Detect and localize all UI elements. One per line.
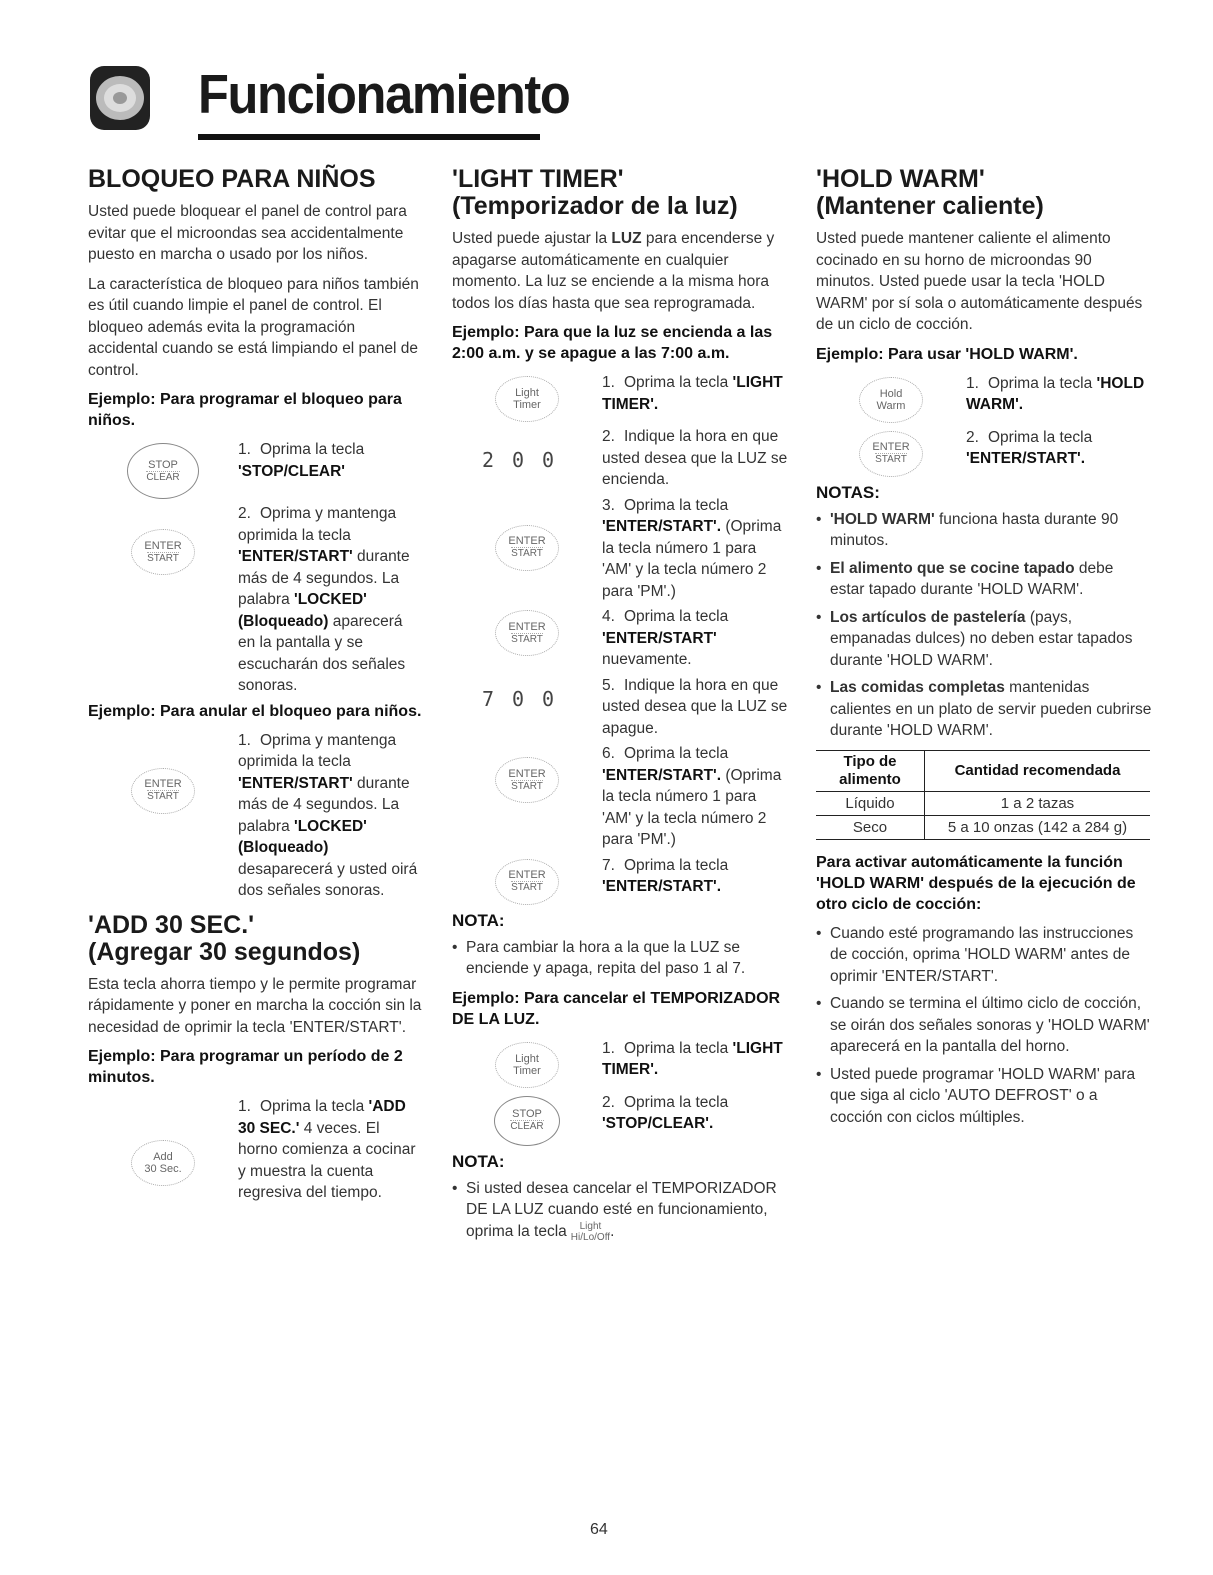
example-heading: Ejemplo: Para que la luz se encienda a las 2:00 a.m. y se apague a las 7:00 a.m. — [452, 324, 773, 362]
section-title-add-30-sec: 'ADD 30 SEC.' (Agregar 30 segundos) — [88, 910, 361, 966]
step — [88, 1096, 422, 1204]
table-cell: Seco — [816, 815, 925, 839]
example-heading: Ejemplo: Para usar 'HOLD WARM'. — [816, 345, 1078, 363]
step — [88, 730, 422, 902]
digits-200: 200 — [481, 448, 573, 472]
notes-list — [816, 509, 1152, 742]
note-list — [452, 1178, 788, 1243]
note-item: • 'HOLD WARM' funciona hasta durante 90 minutos. — [816, 509, 1152, 552]
light-timer-key-icon: Light Timer — [495, 1042, 559, 1088]
note-item: • Las comidas completas mantenidas calientes en un plato de servir pueden cubrirse durante 'HOLD WARM'. — [816, 677, 1152, 742]
light-hi-lo-off-key-icon: Light Hi/Lo/Off — [570, 1220, 611, 1243]
section-title-child-lock: BLOQUEO PARA NIÑOS — [88, 165, 376, 193]
enter-start-key-icon: ENTER START — [131, 529, 195, 575]
note-item: • Si usted desea cancelar el TEMPORIZADOR DE LA LUZ cuando esté en funcionamiento, oprima la tecla Light Hi/Lo/Off. — [452, 1178, 788, 1243]
step-text: 2. Oprima y mantenga oprimida la tecla 'ENTER/START' durante más de 4 segundos. La palabra 'LOCKED' (Bloqueado) aparecerá en la pantalla y se escucharán dos señales sonoras. — [238, 505, 410, 694]
paragraph: Usted puede mantener caliente el alimento cocinado en su horno de microondas 90 minutos. Usted puede usar la tecla 'HOLD WARM' por sí sola o automáticamente después de un ciclo de cocción. — [816, 230, 1143, 333]
paragraph: La característica de bloqueo para niños también es útil cuando limpie el panel de control. El bloqueo además evita la programación accidental cuando se está limpiando el panel de control. — [88, 275, 419, 379]
stop-clear-key-icon: STOP CLEAR — [127, 443, 199, 499]
section-title-hold-warm: 'HOLD WARM' (Mantener caliente) — [816, 165, 1044, 220]
enter-start-key-icon: ENTER START — [495, 757, 559, 803]
step: STOP CLEAR 2. Oprima la tecla 'STOP/CLEAR'. — [452, 1092, 788, 1146]
step: 200 2. Indique la hora en que usted desea que la LUZ se encienda. — [481, 428, 788, 488]
column-child-lock — [88, 166, 422, 1208]
step: Light Timer 1. Oprima la tecla 'LIGHT TIMER'. — [452, 372, 788, 422]
title-underline — [198, 134, 540, 140]
list-item: • Usted puede programar 'HOLD WARM' para que siga al ciclo 'AUTO DEFROST' o a cocción con ciclos múltiples. — [816, 1064, 1152, 1129]
column-light-timer — [452, 166, 788, 1251]
page-number: 64 — [590, 1521, 608, 1538]
page-title: Funcionamiento — [198, 63, 570, 125]
note-item: • Los artículos de pastelería (pays, empanadas dulces) no deben estar tapados durante 'HOLD WARM'. — [816, 607, 1152, 672]
note-heading: NOTA: — [452, 910, 505, 930]
note-item: • Para cambiar la hora a la que la LUZ se enciende y apaga, repita del paso 1 al 7. — [452, 937, 788, 980]
step — [88, 439, 422, 499]
enter-start-key-icon: ENTER START — [131, 768, 195, 814]
note-heading: NOTA: — [452, 1151, 505, 1171]
paragraph: Esta tecla ahorra tiempo y le permite programar rápidamente y poner en marcha la cocción sin la necesidad de oprimir la tecla 'ENTER/START'. — [88, 975, 422, 1036]
bullet-list — [816, 923, 1152, 1129]
enter-start-key-icon: ENTER START — [859, 431, 923, 477]
list-item: • Cuando se termina el último ciclo de cocción, se oirán dos señales sonoras y 'HOLD WARM' aparecerá en la pantalla del horno. — [816, 993, 1152, 1058]
step: ENTER START 7. Oprima la tecla 'ENTER/START'. — [452, 855, 788, 905]
step: ENTER START 3. Oprima la tecla 'ENTER/START'. (Oprima la tecla número 1 para 'AM' y la tecla número 2 para 'PM'.) — [452, 495, 788, 603]
table-cell: Líquido — [816, 791, 925, 815]
note-list — [452, 937, 788, 980]
stop-clear-key-icon: STOP CLEAR — [494, 1096, 560, 1146]
example-heading: Ejemplo: Para cancelar el TEMPORIZADOR DE LA LUZ. — [452, 989, 781, 1028]
enter-start-key-icon: ENTER START — [495, 525, 559, 571]
paragraph: Usted puede bloquear el panel de control para evitar que el microondas sea accidentalmente puesto en marcha o usado por los niños. — [88, 203, 407, 263]
step: ENTER START 2. Oprima la tecla 'ENTER/START'. — [816, 427, 1152, 477]
table-header: Cantidad recomendada — [925, 750, 1151, 791]
example-heading: Ejemplo: Para anular el bloqueo para niños. — [88, 702, 422, 720]
step: ENTER START 6. Oprima la tecla 'ENTER/START'. (Oprima la tecla número 1 para 'AM' y la tecla número 2 para 'PM'.) — [452, 743, 788, 851]
microwave-plate-icon — [88, 64, 152, 132]
section-title-light-timer: 'LIGHT TIMER' (Temporizador de la luz) — [452, 165, 738, 220]
digits-700: 700 — [481, 686, 573, 711]
step: 700 5. Indique la hora en que usted desea que la LUZ se apague. — [481, 676, 788, 737]
step: ENTER START 4. Oprima la tecla 'ENTER/START' nuevamente. — [452, 606, 788, 671]
step-text: 1. Oprima y mantenga oprimida la tecla 'ENTER/START' durante más de 4 segundos. La palabra 'LOCKED' (Bloqueado) desaparecerá y usted oirá dos señales sonoras. — [238, 731, 418, 899]
example-heading: Ejemplo: Para programar el bloqueo para niños. — [88, 391, 402, 429]
enter-start-key-icon: ENTER START — [495, 859, 559, 905]
table-header: Tipo de alimento — [816, 750, 925, 791]
hold-warm-key-icon: Hold Warm — [859, 377, 923, 423]
list-item: • Cuando esté programando las instrucciones de cocción, oprima 'HOLD WARM' antes de oprimir 'ENTER/START'. — [816, 923, 1152, 988]
paragraph: Usted puede ajustar la LUZ para encenderse y apagarse automáticamente en cualquier momento. La luz se enciende a la misma hora todos los días hasta que sea reprogramada. — [452, 230, 775, 312]
column-hold-warm — [816, 166, 1152, 1136]
light-timer-key-icon: Light Timer — [495, 376, 559, 422]
example-heading: Ejemplo: Para programar un período de 2 minutos. — [88, 1048, 403, 1086]
step: Hold Warm 1. Oprima la tecla 'HOLD WARM'. — [816, 373, 1152, 423]
add-30-sec-key-icon: Add 30 Sec. — [131, 1140, 195, 1186]
hold-warm-quantity-table — [816, 750, 1150, 840]
step-text: 1. Oprima la tecla 'STOP/CLEAR' — [238, 441, 365, 480]
note-item: • El alimento que se cocine tapado debe estar tapado durante 'HOLD WARM'. — [816, 558, 1152, 601]
notes-heading: NOTAS: — [816, 482, 880, 502]
enter-start-key-icon: ENTER START — [495, 610, 559, 656]
step — [88, 503, 422, 697]
table-row — [816, 791, 1150, 815]
example-heading: Para activar automáticamente la función 'HOLD WARM' después de la ejecución de otro ciclo de cocción: — [816, 853, 1136, 913]
table-row — [816, 815, 1150, 839]
step: Light Timer 1. Oprima la tecla 'LIGHT TIMER'. — [452, 1038, 788, 1088]
step-text: 1. Oprima la tecla 'ADD 30 SEC.' 4 veces. El horno comienza a cocinar y muestra la cuenta regresiva del tiempo. — [238, 1098, 416, 1201]
table-cell: 1 a 2 tazas — [925, 791, 1151, 815]
table-cell: 5 a 10 onzas (142 a 284 g) — [925, 815, 1151, 839]
